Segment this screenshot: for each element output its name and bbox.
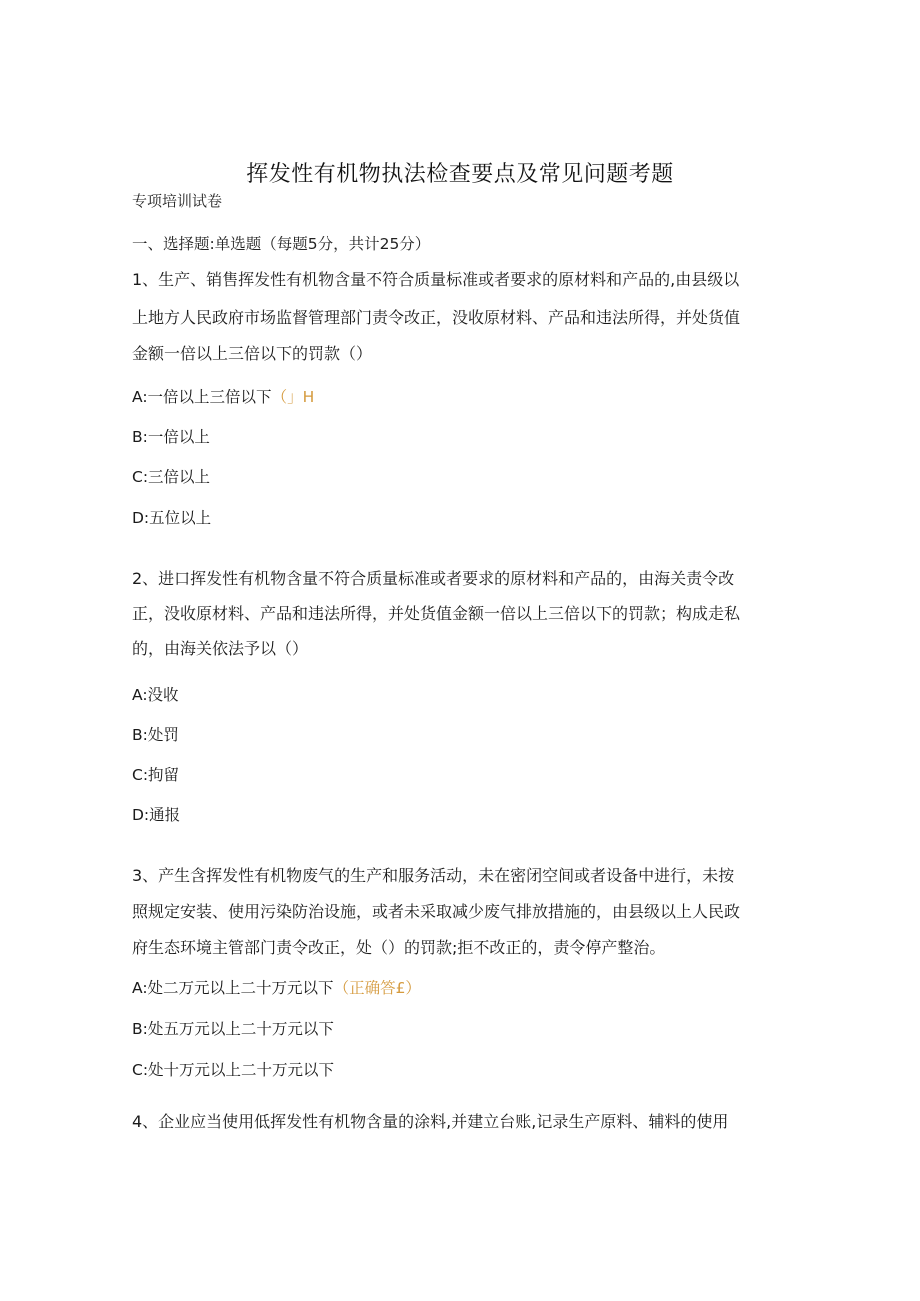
question-2-line-3: 的，由海关依法予以（） [132,639,309,658]
question-3-line-2: 照规定安装、使用污染防治设施，或者未采取减少废气排放措施的，由县级以上人民政 [132,902,741,921]
option-label: A:处二万元以上二十万元以下 [132,979,334,997]
question-1-option-b [132,425,210,449]
question-3-line-3: 府生态环境主管部门责令改正，处（）的罚款;拒不改正的，责令停产整治。 [132,938,666,957]
question-1-option-a [132,385,314,409]
question-3-option-b [132,1017,334,1041]
question-3-option-c [132,1058,334,1082]
option-label: B:处罚 [132,726,179,744]
section-heading: 一、选择题:单选题（每题5分，共计25分） [132,235,431,253]
question-2-line-2: 正，没收原材料、产品和违法所得，并处货值金额一倍以上三倍以下的罚款；构成走私 [132,604,741,623]
question-1-line-1: 1、生产、销售挥发性有机物含量不符合质量标准或者要求的原材料和产品的,由县级以 [132,270,740,289]
answer-mark: （正确答£） [333,979,421,997]
option-label: C:拘留 [132,766,180,784]
document-title: 挥发性有机物执法检查要点及常见问题考题 [246,162,674,187]
question-1-line-2: 上地方人民政府市场监督管理部门责令改正，没收原材料、产品和违法所得，并处货值 [132,308,741,327]
option-label: D:五位以上 [132,509,212,527]
question-2-option-a [132,683,179,707]
question-1-line-3: 金额一倍以上三倍以下的罚款（） [132,344,373,363]
option-label: D:通报 [132,806,181,824]
question-2-line-1: 2、进口挥发性有机物含量不符合质量标准或者要求的原材料和产品的，由海关责令改 [132,569,735,588]
answer-mark: （」H [271,388,315,406]
question-1-option-c [132,465,210,489]
question-4-line-1: 4、企业应当使用低挥发性有机物含量的涂料,并建立台账,记录生产原料、辅料的使用 [132,1112,729,1131]
question-3-line-1: 3、产生含挥发性有机物废气的生产和服务活动，未在密闭空间或者设备中进行，未按 [132,866,735,885]
question-2-option-b [132,723,179,747]
option-label: C:处十万元以上二十万元以下 [132,1061,335,1079]
document-subtitle: 专项培训试卷 [132,192,223,210]
question-1-option-d [132,506,211,530]
option-label: A:一倍以上三倍以下 [132,388,272,406]
question-2-option-d [132,803,180,827]
option-label: C:三倍以上 [132,468,211,486]
option-label: A:没收 [132,686,179,704]
question-3-option-a [132,976,421,1000]
option-label: B:处五万元以上二十万元以下 [132,1020,334,1038]
question-2-option-c [132,763,179,787]
option-label: B:一倍以上 [132,428,210,446]
